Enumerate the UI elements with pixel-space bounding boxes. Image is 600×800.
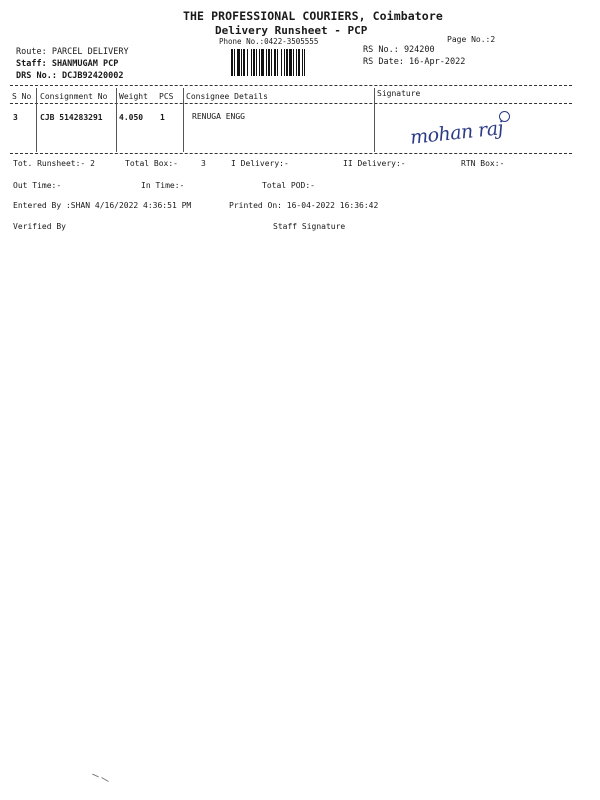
rs-number: RS No.: 924200 xyxy=(363,45,435,55)
out-time: Out Time:- xyxy=(13,181,62,190)
scan-mark xyxy=(101,777,108,782)
rs-date: RS Date: 16-Apr-2022 xyxy=(363,57,466,67)
ii-delivery: II Delivery:- xyxy=(343,159,406,168)
cell-weight: 4.050 xyxy=(119,113,144,122)
tot-runsheet: Tot. Runsheet:- 2 xyxy=(13,159,95,168)
cell-pcs: 1 xyxy=(160,113,165,122)
handwritten-signature: mohan raj xyxy=(409,117,505,149)
document-title: Delivery Runsheet - PCP xyxy=(215,24,368,37)
table-top-rule xyxy=(10,85,572,86)
col-header-consignee: Consignee Details xyxy=(186,92,268,101)
col-header-signature: Signature xyxy=(377,89,421,98)
cell-consignment: CJB 514283291 xyxy=(40,113,103,122)
total-pod: Total POD:- xyxy=(262,181,315,190)
verified-by: Verified By xyxy=(13,222,66,231)
table-header-rule xyxy=(10,103,572,104)
i-delivery: I Delivery:- xyxy=(231,159,289,168)
in-time: In Time:- xyxy=(141,181,185,190)
route-label: Route: PARCEL DELIVERY xyxy=(16,47,129,57)
col-header-consignment: Consignment No xyxy=(40,92,108,101)
barcode-image xyxy=(231,49,334,76)
col-header-pcs: PCS xyxy=(159,92,174,101)
table-bottom-rule xyxy=(10,153,572,154)
total-box-label: Total Box:- xyxy=(125,159,178,168)
cell-sno: 3 xyxy=(13,113,18,122)
company-name: THE PROFESSIONAL COURIERS, Coimbatore xyxy=(183,9,443,23)
total-box-value: 3 xyxy=(201,159,206,168)
col-header-sno: S No xyxy=(12,92,32,101)
phone-number: Phone No.:0422-3505555 xyxy=(219,37,319,46)
col-sep-2 xyxy=(116,88,117,152)
printed-on: Printed On: 16-04-2022 16:36:42 xyxy=(229,201,379,210)
col-sep-1 xyxy=(36,88,37,152)
staff-label: Staff: SHANMUGAM PCP xyxy=(16,59,119,69)
scan-mark xyxy=(92,774,99,778)
col-sep-4 xyxy=(374,88,375,152)
signature-flourish xyxy=(499,111,510,122)
drs-number: DRS No.: DCJB92420002 xyxy=(16,71,124,81)
entered-by: Entered By :SHAN 4/16/2022 4:36:51 PM xyxy=(13,201,192,210)
page-number: Page No.:2 xyxy=(447,35,496,44)
staff-signature-label: Staff Signature xyxy=(273,222,346,231)
rtn-box: RTN Box:- xyxy=(461,159,505,168)
col-header-weight: Weight xyxy=(119,92,148,101)
col-sep-3 xyxy=(183,88,184,152)
cell-consignee: RENUGA ENGG xyxy=(192,112,245,121)
